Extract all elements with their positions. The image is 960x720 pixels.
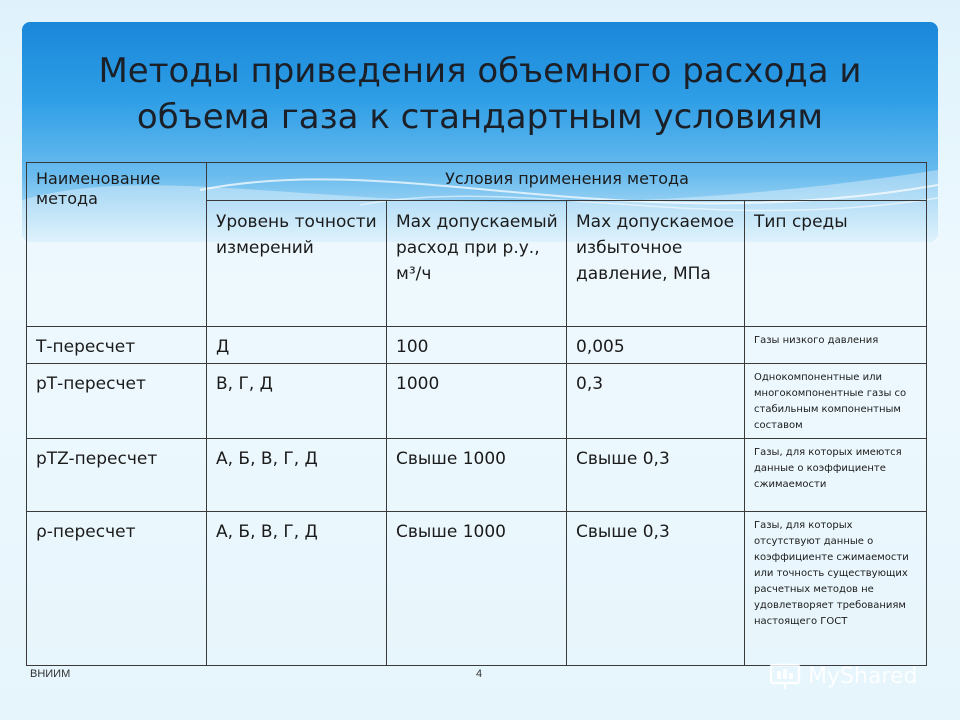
header-conditions: Условия применения метода [207, 163, 927, 201]
row-method: рТZ-пересчет [27, 439, 207, 512]
row-medium: Газы низкого давления [745, 327, 927, 364]
row-method: ρ-пересчет [27, 512, 207, 666]
methods-table-container [26, 162, 927, 666]
row-flow: Свыше 1000 [387, 512, 567, 666]
table-row [27, 439, 927, 512]
header-max-pressure: Max допускаемое избыточное давление, МПа [567, 201, 745, 327]
table-row [27, 327, 927, 364]
header-accuracy: Уровень точности измерений [207, 201, 387, 327]
row-method: рТ-пересчет [27, 364, 207, 439]
row-flow: Свыше 1000 [387, 439, 567, 512]
row-pressure: 0,005 [567, 327, 745, 364]
row-accuracy: Д [207, 327, 387, 364]
row-method: Т-пересчет [27, 327, 207, 364]
row-flow: 100 [387, 327, 567, 364]
table-row [27, 512, 927, 666]
row-flow: 1000 [387, 364, 567, 439]
row-medium: Газы, для которых имеются данные о коэффициенте сжимаемости [745, 439, 927, 512]
header-method-name: Наименование метода [27, 163, 207, 327]
page-number: 4 [476, 668, 483, 680]
footer-organization: ВНИИМ [30, 668, 71, 680]
presentation-icon [768, 661, 802, 691]
watermark [768, 660, 917, 692]
row-medium: Однокомпонентные или многокомпонентные газы со стабильным компонентным составом [745, 364, 927, 439]
header-max-flow: Max допускаемый расход при р.у., м³/ч [387, 201, 567, 327]
row-pressure: Свыше 0,3 [567, 512, 745, 666]
row-accuracy: А, Б, В, Г, Д [207, 512, 387, 666]
slide-title: Методы приведения объемного расхода и объема газа к стандартным условиям [98, 51, 862, 137]
watermark-text: MyShared [808, 663, 918, 689]
row-accuracy: В, Г, Д [207, 364, 387, 439]
table-row [27, 364, 927, 439]
row-pressure: Свыше 0,3 [567, 439, 745, 512]
header-medium-type: Тип среды [745, 201, 927, 327]
row-medium: Газы, для которых отсутствуют данные о коэффициенте сжимаемости или точность существующих расчетных методов не удовлетворяет требованиям настоящего ГОСТ [745, 512, 927, 666]
methods-table [26, 162, 927, 666]
row-accuracy: А, Б, В, Г, Д [207, 439, 387, 512]
row-pressure: 0,3 [567, 364, 745, 439]
